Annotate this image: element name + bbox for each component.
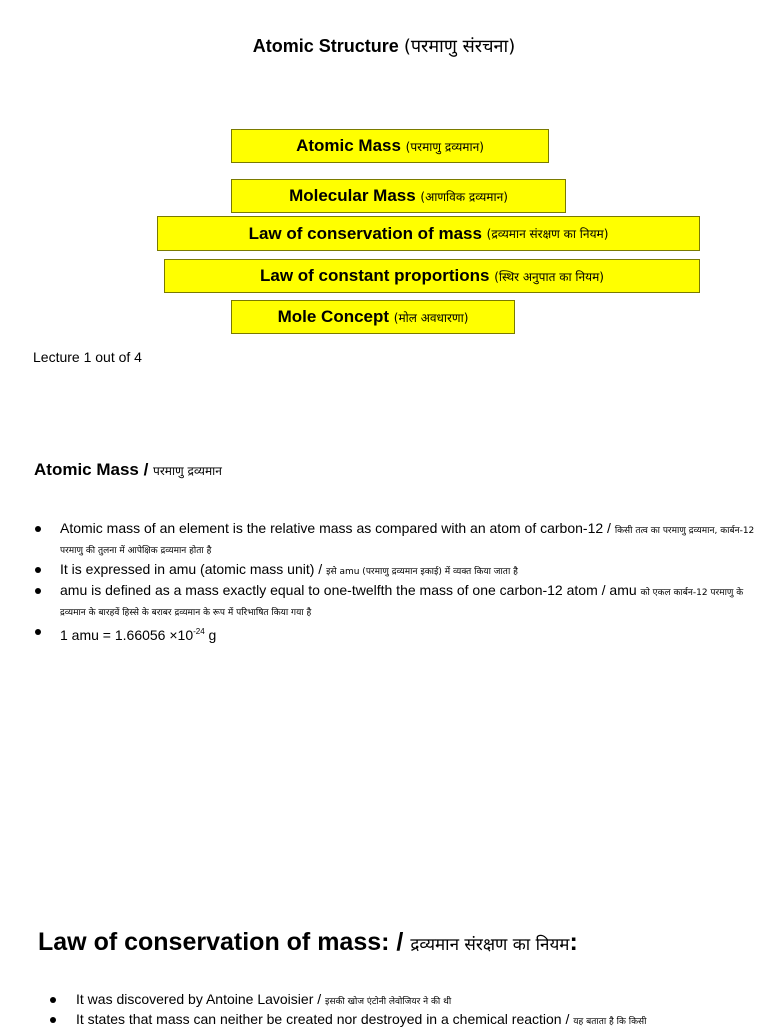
conservation-bullet-list	[76, 991, 766, 1031]
list-item: It was discovered by Antoine Lavoisier / इसकी खोज एंटोनी लेवोजियर ने की थी	[76, 991, 766, 1011]
topic-box-constant-proportions: Law of constant proportions (स्थिर अनुपात का नियम)	[164, 259, 700, 293]
title-hindi: (परमाणु संरचना)	[403, 36, 516, 57]
section-heading-atomic-mass: Atomic Mass / परमाणु द्रव्यमान	[34, 460, 222, 479]
atomic-mass-bullet-list	[60, 520, 760, 645]
topic-box-molecular-mass: Molecular Mass (आणविक द्रव्यमान)	[231, 179, 566, 213]
page-title	[0, 34, 768, 58]
list-item: amu is defined as a mass exactly equal to one-twelfth the mass of one carbon-12 atom / amu को एकल कार्बन-12 परमाणु के द्रव्यमान के बारहवें हिस्से के बराबर द्रव्यमान के रूप में परिभाषित किया गया है	[60, 582, 760, 622]
bullet-icon	[50, 997, 56, 1003]
topic-box-conservation-of-mass: Law of conservation of mass (द्रव्यमान संरक्षण का नियम)	[157, 216, 700, 251]
bullet-icon	[35, 526, 41, 532]
lecture-label: Lecture 1 out of 4	[33, 349, 142, 365]
list-item-formula: 1 amu = $1.66056 \times 10^{-24}$ g	[60, 623, 760, 644]
list-item: It is expressed in amu (atomic mass unit) / इसे amu (परमाणु द्रव्यमान इकाई) में व्यक्त किया जाता है	[60, 561, 760, 581]
topic-box-mole-concept: Mole Concept (मोल अवधारणा)	[231, 300, 515, 334]
bullet-icon	[35, 567, 41, 573]
list-item: It states that mass can neither be created nor destroyed in a chemical reaction / यह बताता है कि किसी	[76, 1011, 766, 1031]
bullet-icon	[35, 588, 41, 594]
section-heading-conservation-of-mass: Law of conservation of mass: / द्रव्यमान संरक्षण का नियम:	[38, 928, 578, 956]
bullet-icon	[50, 1017, 56, 1023]
bullet-icon	[35, 629, 41, 635]
list-item: Atomic mass of an element is the relative mass as compared with an atom of carbon-12 / किसी तत्व का परमाणु द्रव्यमान, कार्बन-12 परमाणु की तुलना में आपेक्षिक द्रव्यमान होता है	[60, 520, 760, 560]
topic-box-atomic-mass: Atomic Mass (परमाणु द्रव्यमान)	[231, 129, 549, 163]
title-english: Atomic Structure	[252, 36, 399, 56]
